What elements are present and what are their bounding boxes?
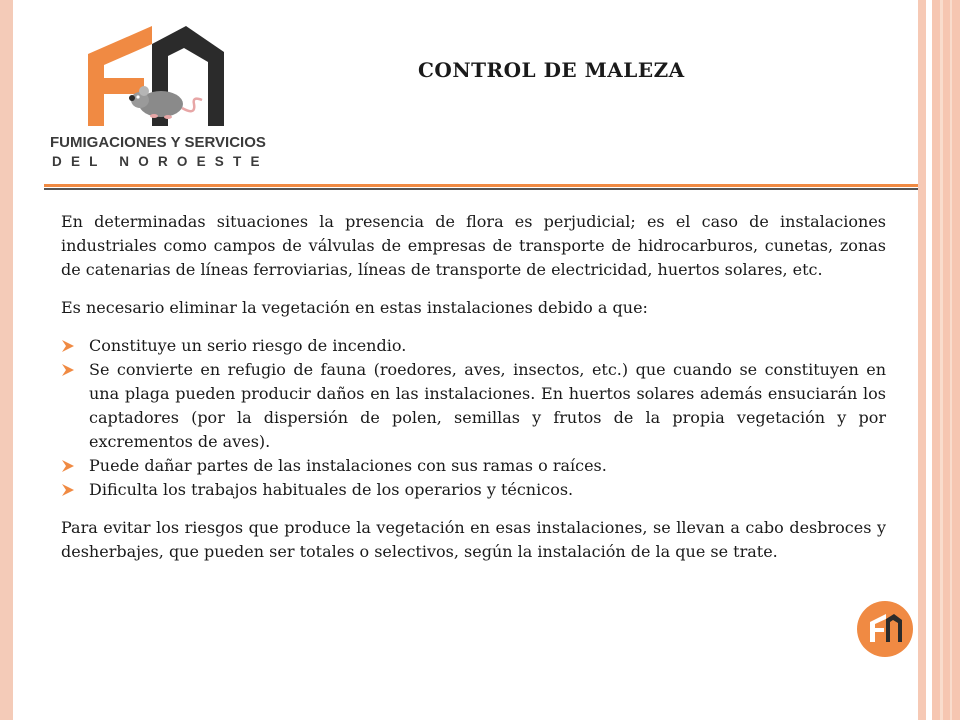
list-item [61,358,886,454]
arrow-bullet-icon [61,339,75,353]
list-item-text: Constituye un serio riesgo de incendio. [89,336,407,355]
arrow-bullet-icon [61,459,75,473]
list-item-text: Puede dañar partes de las instalaciones con sus ramas o raíces. [89,456,607,475]
list-item-text: Se convierte en refugio de fauna (roedores, aves, insectos, etc.) que cuando se constituyen en una plaga pueden producir daños en las instalaciones. En huertos solares además ensuciarán los captadores (por la dispersión de polen, semillas y frutos de la propia vegetación y por excrementos de aves). [89,360,886,451]
slide-frame-stripe [940,0,943,720]
arrow-bullet-icon [61,363,75,377]
list-item [61,454,886,478]
header-divider [44,184,918,187]
intro-paragraph: En determinadas situaciones la presencia de flora es perjudicial; es el caso de instalaciones industriales como campos de válvulas de empresas de transporte de hidrocarburos, cunetas, zonas de catenarias de líneas ferroviarias, líneas de transporte de electricidad, huertos solares, etc. [61,212,886,279]
list-item-text: Dificulta los trabajos habituales de los operarios y técnicos. [89,480,574,499]
list-item [61,334,886,358]
company-name-line1: FUMIGACIONES Y SERVICIOS [50,134,266,151]
slide-frame-right [918,0,926,720]
slide-frame-stripe [950,0,952,720]
page-title: CONTROL DE MALEZA [418,58,685,82]
lead-paragraph: Es necesario eliminar la vegetación en estas instalaciones debido a que: [61,298,648,317]
reasons-list [61,334,886,502]
slide-body [61,210,886,578]
list-item [61,478,886,502]
arrow-bullet-icon [61,483,75,497]
closing-paragraph: Para evitar los riesgos que produce la vegetación en esas instalaciones, se llevan a cabo desbroces y desherbajes, que pueden ser totales o selectivos, según la instalación de la que se trate. [61,518,886,561]
logo-mark-icon [44,20,264,132]
company-name-line2: DEL NOROESTE [52,154,269,169]
slide-frame-outer [932,0,960,720]
slide-frame-left [0,0,13,720]
company-logo [44,20,269,180]
logo-badge-icon [856,600,914,658]
header-divider-shadow [44,188,918,190]
